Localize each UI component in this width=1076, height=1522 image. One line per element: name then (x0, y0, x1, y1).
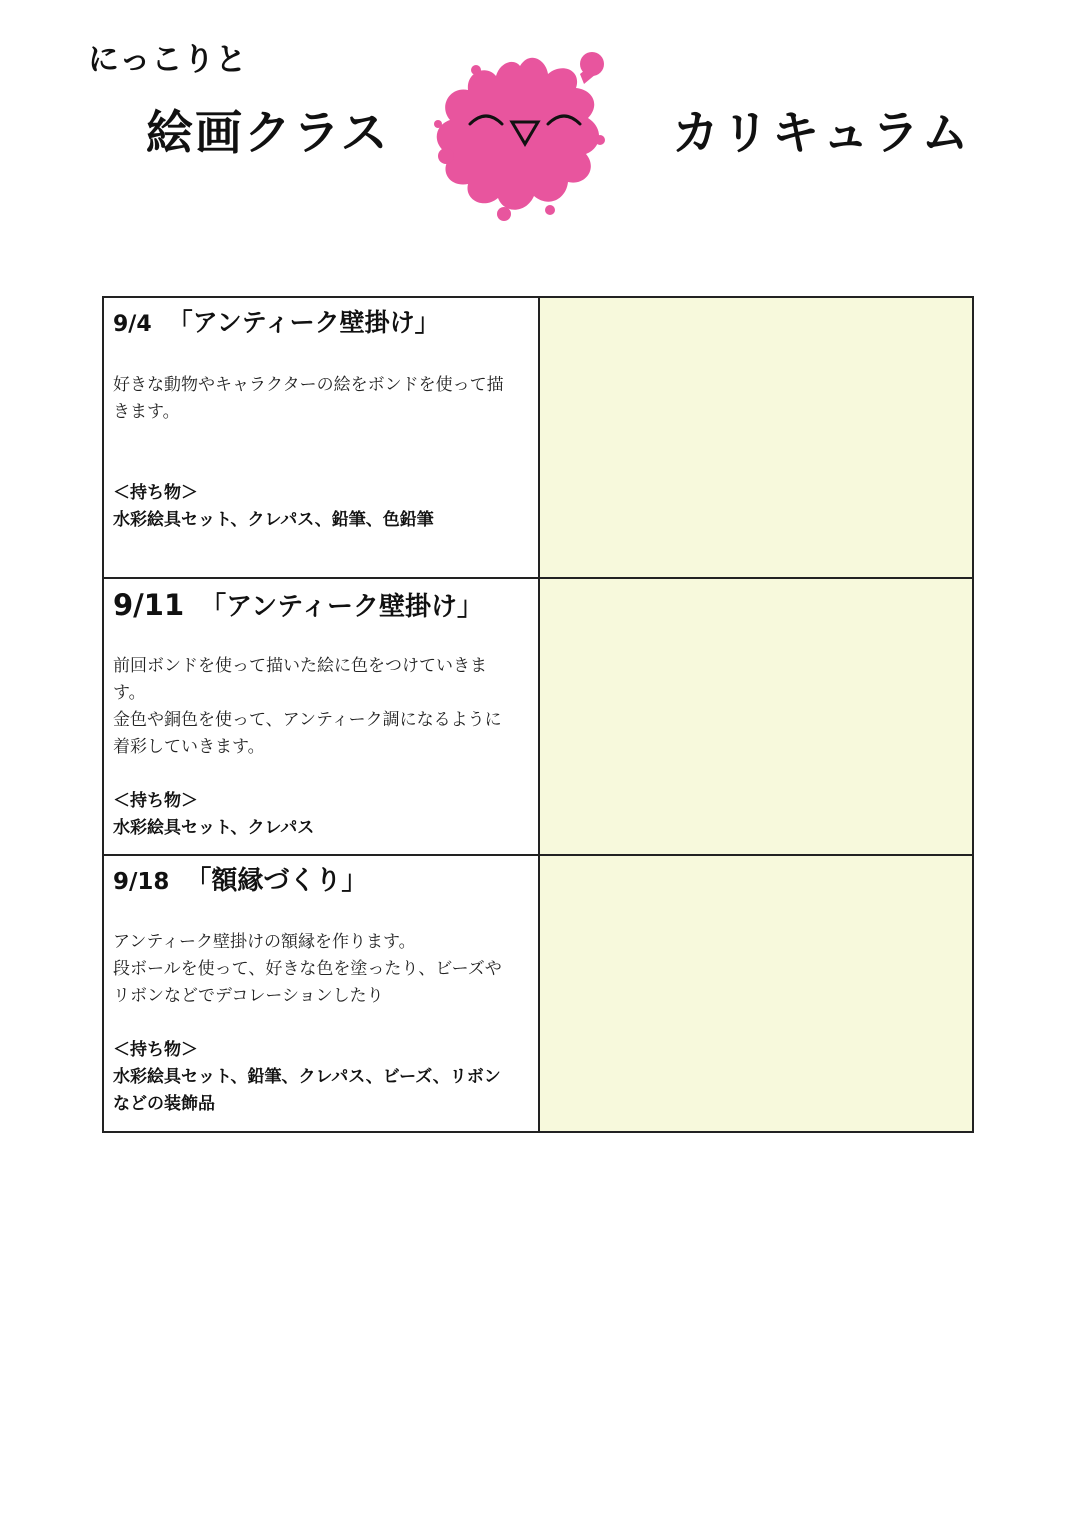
session-title: 「アンティーク壁掛け」 (200, 592, 484, 622)
session-description (113, 929, 530, 1010)
session-title: 「額縁づくり」 (185, 866, 368, 896)
session-info-cell (103, 297, 539, 578)
smiley-splat-icon (430, 44, 610, 224)
session-info-cell (103, 578, 539, 855)
items-line: などの装飾品 (113, 1094, 215, 1114)
session-title: 「アンティーク壁掛け」 (167, 308, 440, 337)
items-label: ＜持ち物＞ (113, 791, 198, 811)
items-line: 水彩絵具セット、クレパス (113, 818, 315, 838)
session-heading (113, 306, 530, 342)
blank-note-cell (539, 855, 973, 1132)
description-line: 前回ボンドを使って描いた絵に色をつけていきま (113, 656, 487, 676)
session-date: 9/11 (113, 588, 185, 622)
description-line: 好きな動物やキャラクターの絵をボンドを使って描 (113, 375, 504, 395)
session-description (113, 653, 530, 761)
description-line: す。 (113, 683, 146, 703)
session-row (103, 855, 973, 1132)
session-date: 9/4 (113, 312, 152, 337)
items-list (113, 815, 530, 842)
session-description (113, 372, 530, 426)
items-label: ＜持ち物＞ (113, 1040, 198, 1060)
session-row (103, 297, 973, 578)
items-list (113, 1064, 530, 1118)
description-line: きます。 (113, 402, 180, 422)
blank-note-cell (539, 297, 973, 578)
description-line: 段ボールを使って、好きな色を塗ったり、ビーズや (113, 959, 502, 979)
description-line: リボンなどでデコレーションしたり (113, 986, 384, 1006)
items-list (113, 507, 530, 534)
description-line: 着彩していきます。 (113, 737, 265, 757)
blank-note-cell (539, 578, 973, 855)
page-subtitle: にっこりと (88, 42, 248, 78)
session-date: 9/18 (113, 869, 170, 895)
session-info-cell (103, 855, 539, 1132)
page-title-left: 絵画クラス (146, 106, 390, 161)
curriculum-table (102, 296, 974, 1133)
session-row (103, 578, 973, 855)
session-heading (113, 587, 530, 625)
description-line: 金色や銅色を使って、アンティーク調になるように (113, 710, 502, 730)
description-line: アンティーク壁掛けの額縁を作ります。 (113, 932, 416, 952)
items-label: ＜持ち物＞ (113, 483, 198, 503)
items-line: 水彩絵具セット、クレパス、鉛筆、色鉛筆 (113, 510, 434, 530)
page-title-right: カリキュラム (672, 106, 972, 161)
items-line: 水彩絵具セット、鉛筆、クレパス、ビーズ、リボン (113, 1067, 501, 1087)
session-heading (113, 864, 530, 899)
